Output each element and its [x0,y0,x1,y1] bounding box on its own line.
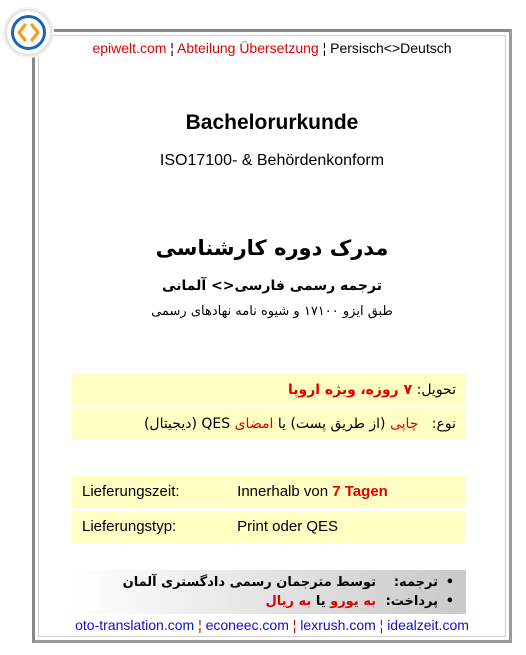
header-languages: Persisch<>Deutsch [330,40,452,56]
delivery-box-fa [72,374,466,406]
header-separator: ¦ [322,40,327,56]
type-box-fa [72,408,466,440]
footer-link[interactable]: lexrush.com [300,617,376,633]
note-fa: طبق ایزو ۱۷۱۰۰ و شیوه نامه نهادهای رسمی [151,304,393,319]
delivery-prefix-de: Innerhalb von [237,483,329,500]
footer-separator: ¦ [198,617,202,633]
footer-separator: ¦ [292,617,297,633]
type-label-fa: نوع: [431,416,456,432]
bullet-payment-label: پرداخت: [385,594,438,609]
bullet-dot: • [445,594,454,609]
footer-link[interactable]: idealzeit.com [387,617,469,633]
type-label-de: Lieferungstyp: [82,518,177,535]
header-department: Abteilung Übersetzung [177,40,319,56]
subtitle-fa: ترجمه رسمی فارسی<> آلمانی [162,278,382,294]
footer-link[interactable]: econeec.com [205,617,289,633]
footer-links [32,617,512,633]
page-title-de: Bachelorurkunde [185,111,359,134]
delivery-label-de: Lieferungszeit: [82,483,180,500]
bullet-translation [72,573,454,592]
type-or-fa: یا [277,416,286,432]
type-qes-fa: QES [201,416,231,432]
bullet-payment-rial: به ریال [265,594,312,609]
delivery-suffix-fa: ویژه اروپا [287,382,356,398]
type-value-de: Print oder QES [237,518,339,535]
type-print-fa: چاپی [389,416,419,432]
delivery-label-fa: تحویل: [416,382,456,398]
header-site-link[interactable]: epiwelt.com [92,40,167,56]
bullet-dot: • [445,575,454,590]
bullet-payment-or: یا [315,594,326,609]
bullet-translation-value: توسط مترجمان رسمی دادگستری آلمان [122,575,376,590]
subtitle-de: ISO17100- & Behördenkonform [159,152,385,169]
footer-link[interactable]: oto-translation.com [75,617,195,633]
type-print-note-fa: (از طریق پست) [290,416,386,432]
type-box-de [72,511,466,543]
delivery-box-de [72,476,466,508]
bullet-payment-euro: به یورو [330,594,376,609]
delivery-value-fa: ۷ روزه، [360,382,413,398]
type-digital-fa: (دیجیتال) [143,416,197,432]
footer-separator: ¦ [379,617,384,633]
type-sign-fa: امضای [234,416,274,432]
bullet-payment [72,592,454,611]
header-line [32,40,512,56]
info-bullets-box [72,570,466,614]
delivery-value-de: 7 Tagen [332,483,388,500]
bullet-translation-label: ترجمه: [393,575,438,590]
header-separator: ¦ [170,40,174,56]
page-title-fa: مدرک دوره کارشناسی [155,236,389,260]
